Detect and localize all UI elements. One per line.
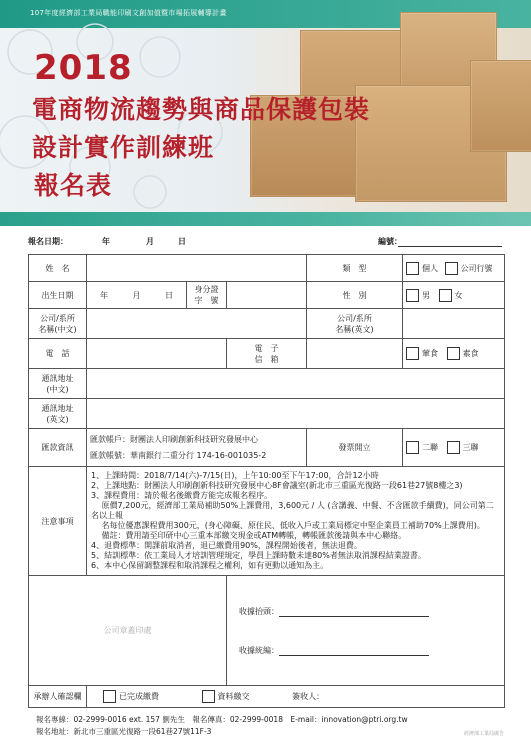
addr-cn-field[interactable] [87, 369, 505, 399]
receipt-area [227, 576, 505, 686]
serial-label: 編號： [378, 237, 402, 246]
company-cn-label [29, 309, 87, 339]
gender-female-checkbox[interactable] [439, 289, 452, 302]
note-item: 備註：費用請至印研中心三重本部繳交現金或ATM轉帳，轉帳匯款後請與本中心聯絡。 [91, 531, 407, 540]
program-line: 107年度經濟部工業局職能印刷文創加值暨市場拓展輔導計畫 [30, 9, 227, 17]
birth-field[interactable] [87, 282, 187, 309]
date-month-unit: 月 [146, 237, 154, 246]
diet-veg-label: 素食 [462, 349, 479, 358]
email-label-line1: 電 子 [254, 343, 279, 353]
note-item: 6、本中心保留調整課程和取消課程之權利，如有更動以通知為主。 [91, 561, 329, 570]
note-item: 3、課程費用：請於報名後繳費方能完成報名程序。 [91, 491, 273, 500]
docs-label: 資料繳交 [217, 692, 250, 701]
id-label [187, 282, 227, 309]
invoice-three-label: 三聯 [462, 443, 479, 452]
docs-checkbox[interactable] [202, 690, 215, 703]
tax-id-label: 收據統編： [239, 645, 279, 655]
invoice-label: 發票開立 [307, 429, 403, 467]
type-personal-checkbox[interactable] [406, 262, 419, 275]
note-item: 名每位優惠課程費用300元，(身心障礙、原住民、低收入戶或工業局標定中堅企業員工補助70%上課費用)。 [91, 521, 485, 530]
date-day-unit: 日 [178, 237, 186, 246]
id-field[interactable] [227, 282, 307, 309]
addr-cn-label-line1: 通訊地址 [41, 373, 74, 383]
paid-label: 已完成繳費 [119, 692, 159, 701]
birth-year-unit: 年 [99, 290, 108, 300]
company-cn-label-line2: 名稱(中文) [38, 324, 77, 334]
note-item: 1、上課時間：2018/7/14(六)-7/15(日)，上午10:00至下午17:00，合計12小時 [91, 471, 379, 480]
remit-account: 匯款帳戶：財團法人印刷創新科技研究發展中心 [90, 434, 258, 444]
invoice-options [403, 429, 505, 467]
serial-field[interactable] [398, 246, 502, 247]
company-en-label [307, 309, 403, 339]
id-label-line1: 身分證 [194, 285, 219, 294]
date-label: 報名日期： [28, 237, 68, 246]
name-label: 姓 名 [29, 255, 87, 282]
title-line-3: 報名表 [34, 171, 113, 200]
phone-field[interactable] [87, 339, 227, 369]
invoice-two-label: 二聯 [422, 443, 439, 452]
birth-month-unit: 月 [132, 290, 141, 300]
remit-number: 匯款帳號：華南銀行二重分行 174-16-001035-2 [90, 450, 267, 460]
type-personal-label: 個人 [422, 263, 439, 273]
diet-options [403, 339, 505, 369]
addr-en-label-line1: 通訊地址 [41, 403, 74, 413]
receiver-label: 簽收人： [292, 692, 325, 701]
gender-label: 性 別 [307, 282, 403, 309]
company-seal-area[interactable] [29, 576, 227, 686]
footer-line-2: 報名地址：新北市三重區光復路一段61巷27號11F-3 [36, 727, 212, 736]
invoice-two-checkbox[interactable] [406, 441, 419, 454]
gender-options [403, 282, 505, 309]
company-cn-label-line1: 公司/系所 [40, 313, 75, 323]
note-item: 4、退費標準：開課前取消者，退已繳費用90%，課程開始後者，無法退費。 [91, 541, 362, 550]
bottom-strip [0, 212, 531, 226]
birth-label: 出生日期 [29, 282, 87, 309]
note-item: 5、結訓標準：依工業局人才培訓管理規定，學員上課時數未達80%者無法取消課程結業證書。 [91, 551, 426, 560]
tax-id-field[interactable] [279, 646, 429, 656]
staff-row [87, 686, 505, 708]
email-label [227, 339, 307, 369]
name-field[interactable] [87, 255, 307, 282]
receipt-label: 收據抬頭： [239, 606, 279, 616]
year: 2018 [34, 48, 133, 88]
addr-en-label-line2: (英文) [46, 414, 69, 424]
box-5 [470, 60, 531, 152]
remit-info [87, 429, 307, 467]
note-item: 原價7,200元，經濟部工業局補助50%上課費用，3,600元 / 人 (含講義、中餐、不含匯款手續費)，同公司第二名以上報 [91, 501, 494, 520]
footer-contact [36, 714, 408, 738]
company-en-label-line1: 公司/系所 [337, 313, 372, 323]
note-item: 2、上課地點：財團法人印刷創新科技研究發展中心8F會議室(新北市三重區光復路一段61巷27號8樓之3) [91, 481, 463, 490]
notes-list [87, 467, 505, 576]
type-company-label: 公司行號 [460, 263, 493, 273]
receipt-title-field[interactable] [279, 607, 429, 617]
email-field[interactable] [307, 339, 403, 369]
diet-meat-checkbox[interactable] [406, 347, 419, 360]
title-line-1: 電商物流趨勢與商品保護包裝 [32, 95, 371, 124]
title-line-2: 設計實作訓練班 [32, 133, 215, 162]
birth-day-unit: 日 [165, 290, 174, 300]
registration-form [28, 254, 505, 708]
company-cn-field[interactable] [87, 309, 307, 339]
invoice-three-checkbox[interactable] [447, 441, 460, 454]
seal-label: 公司章蓋印處 [103, 626, 152, 635]
company-en-label-line2: 名稱(英文) [335, 324, 374, 334]
paid-checkbox[interactable] [103, 690, 116, 703]
company-en-field[interactable] [403, 309, 505, 339]
date-year-unit: 年 [102, 237, 110, 246]
remit-label: 匯款資訊 [29, 429, 87, 467]
gender-male-label: 男 [422, 290, 431, 300]
addr-cn-label [29, 369, 87, 399]
gender-male-checkbox[interactable] [406, 289, 419, 302]
diet-meat-label: 葷食 [422, 349, 439, 358]
header-banner [0, 0, 531, 212]
corner-note: 經濟部工業局廣告 [464, 731, 505, 737]
type-label: 類 型 [307, 255, 403, 282]
type-options [403, 255, 505, 282]
staff-label: 承辦人確認欄 [29, 686, 87, 708]
diet-veg-checkbox[interactable] [447, 347, 460, 360]
addr-en-label [29, 399, 87, 429]
phone-label: 電 話 [29, 339, 87, 369]
addr-en-field[interactable] [87, 399, 505, 429]
type-company-checkbox[interactable] [445, 262, 458, 275]
addr-cn-label-line2: (中文) [46, 384, 69, 394]
email-label-line2: 信 箱 [254, 354, 279, 364]
id-label-line2: 字 號 [194, 296, 219, 305]
footer-line-1: 報名專線：02-2999-0016 ext. 157 劉先生 報名傳真：02-2999-0018 E-mail：innovation@ptri.org.tw [36, 715, 408, 724]
notes-label: 注意事項 [29, 467, 87, 576]
gender-female-label: 女 [454, 290, 463, 300]
